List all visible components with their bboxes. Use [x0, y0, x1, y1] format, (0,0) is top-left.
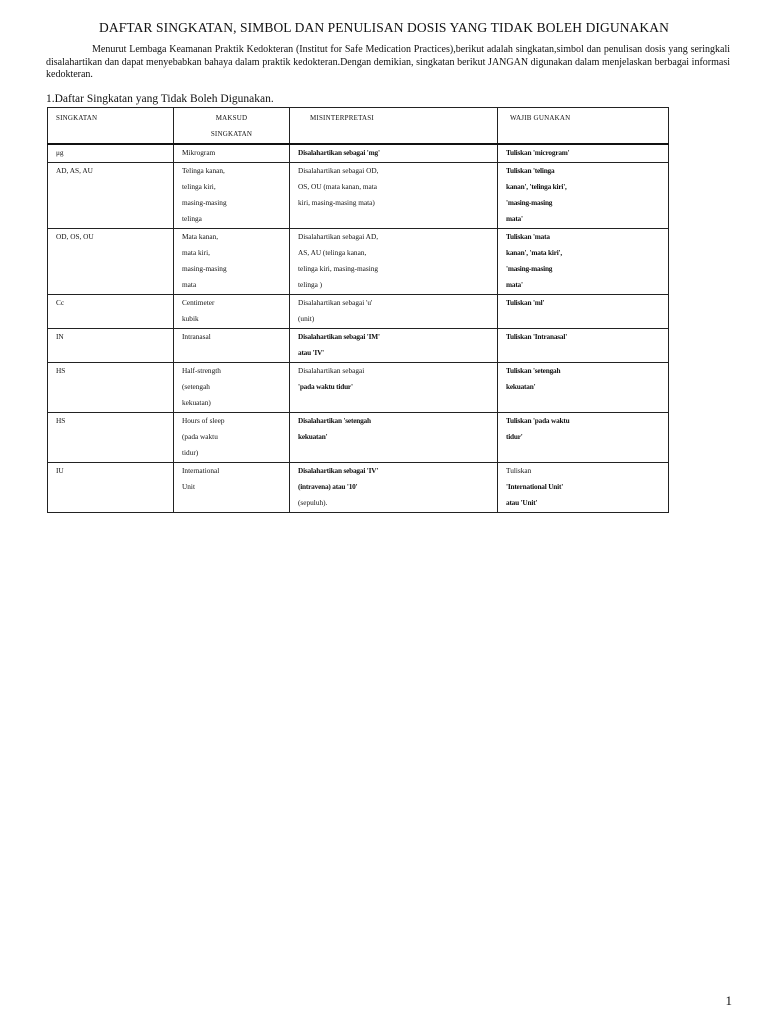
table-row [48, 144, 669, 163]
cell-wajib-gunakan [498, 229, 669, 295]
cell-line: 'masing-masing [506, 198, 553, 207]
cell-singkatan [48, 229, 174, 295]
page-number: 1 [725, 993, 732, 1008]
cell-misinterpretasi [290, 229, 498, 295]
cell-line: μg [56, 148, 64, 157]
cell-line: Disalahartikan sebagai OD, [298, 166, 379, 175]
cell-line: Mata kanan, [182, 232, 219, 241]
cell-line: telinga kiri, masing-masing [298, 264, 379, 273]
header-row [48, 108, 669, 145]
cell-line: Tuliskan [506, 466, 532, 475]
cell-line: telinga [182, 214, 202, 223]
cell-line: Unit [182, 482, 195, 491]
table-header [48, 108, 669, 145]
table-row [48, 163, 669, 229]
cell-wajib-gunakan [498, 413, 669, 463]
table-row [48, 463, 669, 513]
cell-line: atau 'Unit' [506, 498, 538, 507]
cell-wajib-gunakan [498, 363, 669, 413]
header-maksud-line: MAKSUD [215, 114, 248, 122]
cell-line: IN [56, 332, 64, 341]
cell-line: (intravena) atau '10' [298, 482, 358, 491]
table-row [48, 329, 669, 363]
cell-line: Disalahartikan sebagai AD, [298, 232, 379, 241]
cell-line: 'masing-masing [506, 264, 553, 273]
cell-line: mata' [506, 280, 523, 289]
table-row [48, 229, 669, 295]
header-wajib-gunakan: WAJIB GUNAKAN [498, 108, 669, 145]
abbreviation-table [47, 107, 669, 513]
cell-maksud [174, 295, 290, 329]
cell-line: kubik [182, 314, 199, 323]
cell-maksud [174, 329, 290, 363]
cell-wajib-gunakan [498, 329, 669, 363]
cell-line: (pada waktu [182, 432, 218, 441]
cell-maksud [174, 163, 290, 229]
cell-line: Tuliskan 'ml' [506, 298, 545, 307]
cell-line: (sepuluh). [298, 498, 328, 507]
table-row [48, 413, 669, 463]
cell-line: kekuatan' [298, 432, 328, 441]
cell-line: Mikrogram [182, 148, 216, 157]
cell-line: kiri, masing-masing mata) [298, 198, 375, 207]
cell-line: Disalahartikan sebagai 'mg' [298, 148, 380, 157]
table-body [48, 144, 669, 513]
cell-maksud [174, 413, 290, 463]
cell-line: Tuliskan 'Intranasal' [506, 332, 568, 341]
cell-line: Telinga kanan, [182, 166, 225, 175]
cell-singkatan [48, 163, 174, 229]
header-misinterpretasi: MISINTERPRETASI [290, 108, 498, 145]
cell-line: kanan', 'telinga kiri', [506, 182, 567, 191]
cell-line: Tuliskan 'microgram' [506, 148, 570, 157]
cell-line: OS, OU (mata kanan, mata [298, 182, 378, 191]
cell-line: (setengah [182, 382, 210, 391]
cell-line: HS [56, 366, 66, 375]
cell-wajib-gunakan [498, 463, 669, 513]
cell-wajib-gunakan [498, 295, 669, 329]
cell-line: Tuliskan 'mata [506, 232, 550, 241]
cell-line: kekuatan) [182, 398, 211, 407]
cell-line: Disalahartikan sebagai [298, 366, 365, 375]
cell-line: mata [182, 280, 197, 289]
header-maksud [174, 108, 290, 145]
cell-line: Hours of sleep [182, 416, 225, 425]
cell-maksud [174, 229, 290, 295]
table-row [48, 363, 669, 413]
cell-line: 'pada waktu tidur' [298, 382, 353, 391]
cell-line: Tuliskan 'pada waktu [506, 416, 570, 425]
table-row [48, 295, 669, 329]
cell-singkatan [48, 144, 174, 163]
cell-singkatan [48, 295, 174, 329]
cell-line: OD, OS, OU [56, 232, 94, 241]
cell-line: Disalahartikan sebagai 'IM' [298, 332, 380, 341]
cell-line: atau 'IV' [298, 348, 324, 357]
cell-line: Disalahartikan 'setengah [298, 416, 371, 425]
cell-line: Centimeter [182, 298, 215, 307]
cell-line: Tuliskan 'telinga [506, 166, 555, 175]
section-heading: 1.Daftar Singkatan yang Tidak Boleh Digunakan. [46, 93, 274, 105]
cell-singkatan [48, 413, 174, 463]
cell-misinterpretasi [290, 463, 498, 513]
cell-misinterpretasi [290, 363, 498, 413]
cell-line: tidur' [506, 432, 523, 441]
cell-line: AS, AU (telinga kanan, [298, 248, 367, 257]
cell-singkatan [48, 329, 174, 363]
header-maksud-line: SINGKATAN [210, 130, 253, 138]
cell-wajib-gunakan [498, 144, 669, 163]
cell-line: 'International Unit' [506, 482, 564, 491]
cell-line: mata kiri, [182, 248, 210, 257]
cell-line: mata' [506, 214, 523, 223]
cell-line: kekuatan' [506, 382, 536, 391]
cell-singkatan [48, 463, 174, 513]
cell-line: HS [56, 416, 66, 425]
cell-maksud [174, 144, 290, 163]
cell-wajib-gunakan [498, 163, 669, 229]
cell-line: AD, AS, AU [56, 166, 93, 175]
cell-line: tidur) [182, 448, 199, 457]
cell-line: masing-masing [182, 264, 227, 273]
cell-singkatan [48, 363, 174, 413]
cell-line: International [182, 466, 220, 475]
cell-misinterpretasi [290, 413, 498, 463]
cell-line: Intranasal [182, 332, 211, 341]
header-singkatan: SINGKATAN [48, 108, 174, 145]
document-title: DAFTAR SINGKATAN, SIMBOL DAN PENULISAN DOSIS YANG TIDAK BOLEH DIGUNAKAN [99, 20, 669, 35]
cell-line: Disalahartikan sebagai 'IV' [298, 466, 379, 475]
cell-line: Cc [56, 298, 65, 307]
cell-line: telinga kiri, [182, 182, 216, 191]
cell-line: masing-masing [182, 198, 227, 207]
cell-misinterpretasi [290, 144, 498, 163]
cell-misinterpretasi [290, 329, 498, 363]
cell-misinterpretasi [290, 163, 498, 229]
cell-line: IU [56, 466, 64, 475]
intro-paragraph: Menurut Lembaga Keamanan Praktik Kedokteran (Institut for Safe Medication Practices),berikut adalah singkatan,simbol dan penulisan dosis yang seringkali disalahartikan dan dapat menyebabkan bahaya dalam praktik kedokteran.Dengan demikian, singkatan berikut JANGAN digunakan dalam menjelaskan berbagai informasi kedokteran. [46, 44, 730, 80]
cell-line: Disalahartikan sebagai 'u' [298, 298, 373, 307]
cell-line: telinga ) [298, 280, 323, 289]
cell-maksud [174, 363, 290, 413]
cell-line: kanan', 'mata kiri', [506, 248, 563, 257]
cell-line: Tuliskan 'setengah [506, 366, 561, 375]
cell-maksud [174, 463, 290, 513]
cell-misinterpretasi [290, 295, 498, 329]
cell-line: Half-strength [182, 366, 221, 375]
cell-line: (unit) [298, 314, 315, 323]
